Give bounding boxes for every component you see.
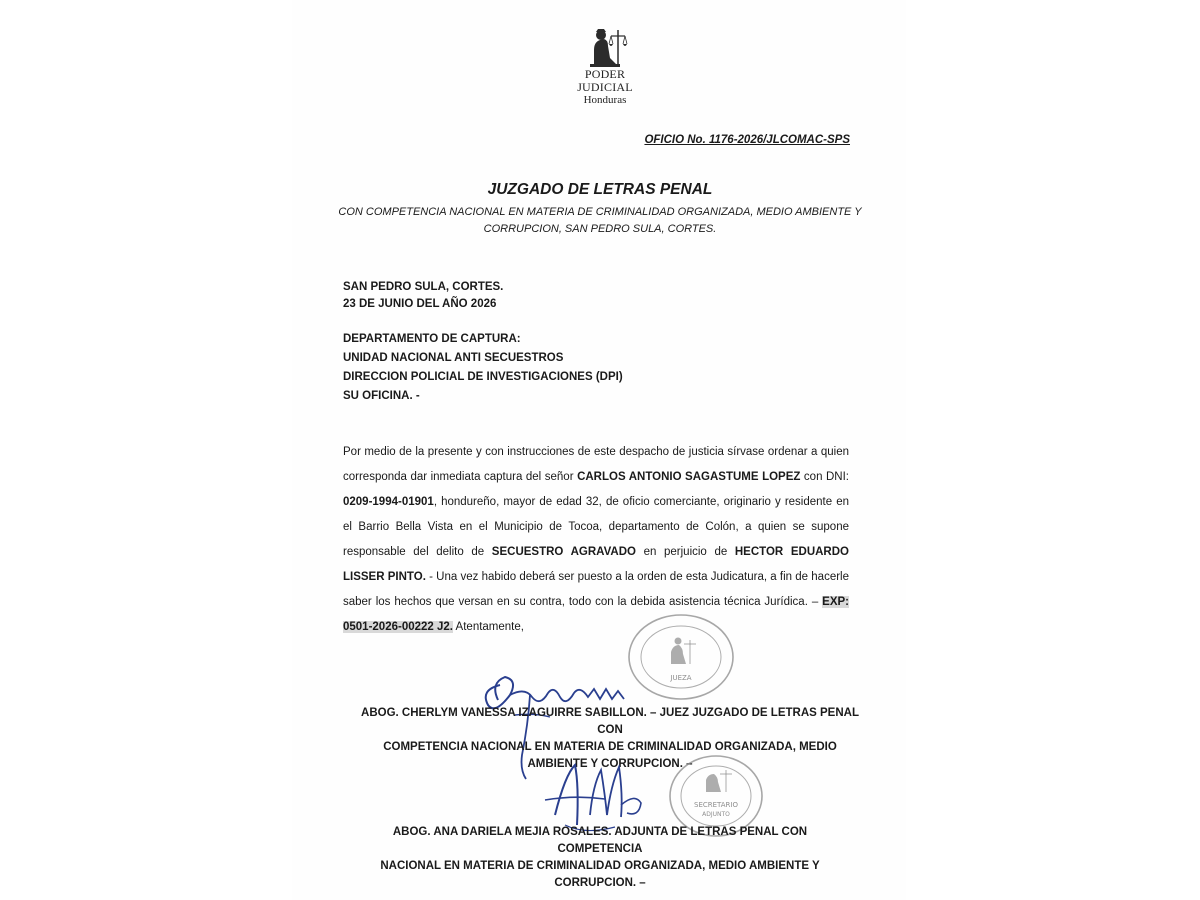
logo-country: Honduras xyxy=(583,94,627,106)
recipient-line-2: UNIDAD NACIONAL ANTI SECUESTROS xyxy=(343,352,564,364)
victim-name: HECTOR EDUARDO LISSER PINTO. xyxy=(343,546,849,583)
judge-line-1: ABOG. CHERLYM VANESSA IZAGUIRRE SABILLON. – JUEZ JUZGADO DE LETRAS PENAL CON xyxy=(361,707,859,736)
body-paragraph xyxy=(343,440,849,640)
stamp-1-label: JUEZA xyxy=(670,674,692,682)
body-text-4: en perjuicio de xyxy=(635,546,735,558)
secretary-line-2: NACIONAL EN MATERIA DE CRIMINALIDAD ORGANIZADA, MEDIO AMBIENTE Y xyxy=(380,860,820,872)
oficio-number: OFICIO No. 1176-2026/JLCOMAC-SPS xyxy=(644,134,850,146)
accused-dni: 0209-1994-01901 xyxy=(343,496,434,508)
closing: Atentamente, xyxy=(453,621,524,633)
recipient-line-1: DEPARTAMENTO DE CAPTURA: xyxy=(343,333,521,345)
date: 23 DE JUNIO DEL AÑO 2026 xyxy=(343,298,497,310)
recipient-line-3: DIRECCION POLICIAL DE INVESTIGACIONES (DPI) xyxy=(343,371,623,383)
place-date-block xyxy=(343,279,503,313)
body-text-2: con DNI: xyxy=(800,471,850,483)
court-subtitle-line-1: CON COMPETENCIA NACIONAL EN MATERIA DE CRIMINALIDAD ORGANIZADA, MEDIO AMBIENTE Y xyxy=(338,206,862,218)
body-text-1: Por medio de la presente y con instrucciones de este despacho de justicia sírvase ordenar a quien corresponda dar inmediata captura del señor xyxy=(343,446,849,483)
case-number: EXP: 0501-2026-00222 J2. xyxy=(343,596,849,633)
stamp-2-label-1: SECRETARIO xyxy=(694,801,738,809)
crime-name: SECUESTRO AGRAVADO xyxy=(491,546,636,558)
body-text-3: , hondureño, mayor de edad 32, de oficio comerciante, originario y residente en el Barrio Bella Vista en el Municipio de Tocoa, departamento de Colón, a quien se supone responsable del delito de xyxy=(343,496,849,558)
recipient-line-4: SU OFICINA. - xyxy=(343,390,420,402)
secretary-line-1: ABOG. ANA DARIELA MEJIA ROSALES. ADJUNTA DE LETRAS PENAL CON COMPETENCIA xyxy=(392,826,808,855)
court-subtitle-line-2: CORRUPCION, SAN PEDRO SULA, CORTES. xyxy=(483,223,717,235)
secretary-signature-block xyxy=(350,824,850,892)
judge-line-3: AMBIENTE Y CORRUPCION. – xyxy=(527,758,693,770)
logo-institution-name: PODER JUDICIAL xyxy=(577,67,633,94)
court-title: JUZGADO DE LETRAS PENAL xyxy=(487,181,713,198)
judge-line-2: COMPETENCIA NACIONAL EN MATERIA DE CRIMINALIDAD ORGANIZADA, MEDIO xyxy=(383,741,837,753)
recipient-block xyxy=(343,330,623,406)
body-text-5: - Una vez habido deberá ser puesto a la orden de esta Judicatura, a fin de hacerle saber los hechos que versan en su contra, todo con la debida asistencia técnica Jurídica. – xyxy=(343,571,849,608)
accused-name: CARLOS ANTONIO SAGASTUME LOPEZ xyxy=(577,471,801,483)
place: SAN PEDRO SULA, CORTES. xyxy=(343,281,504,293)
justice-emblem-icon xyxy=(580,24,630,68)
secretary-line-3: CORRUPCION. – xyxy=(554,877,646,889)
stamp-2-label-2: ADJUNTO xyxy=(702,811,730,818)
court-subtitle xyxy=(330,204,870,238)
poder-judicial-logo xyxy=(560,24,650,104)
